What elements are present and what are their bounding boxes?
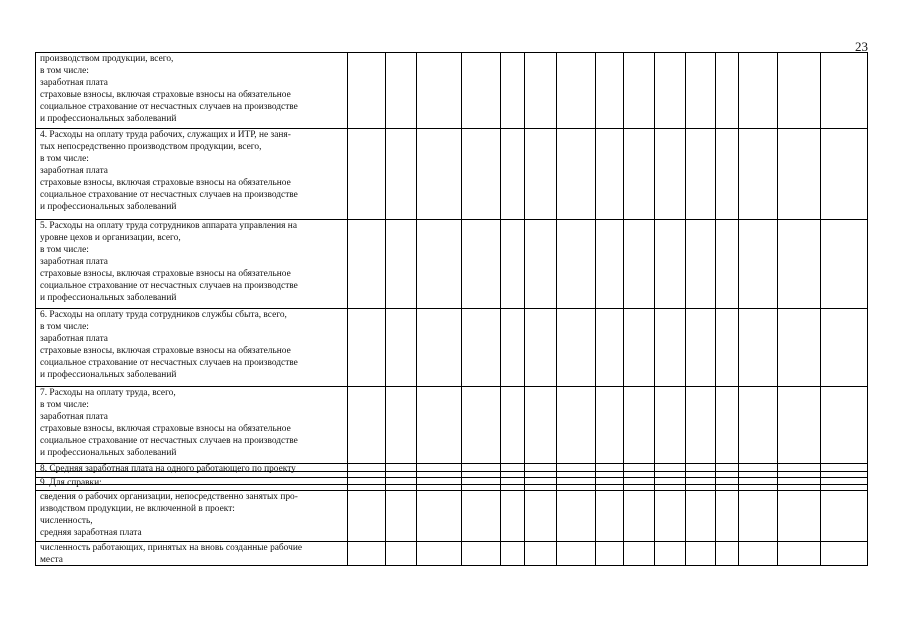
value-cell — [416, 541, 461, 566]
row-description-line: численность работающих, принятых на вновь созданные рабочие — [40, 543, 303, 553]
row-description-line: страховые взносы, включая страховые взносы на обязательное — [40, 90, 291, 101]
value-cell — [595, 52, 623, 128]
value-cell — [500, 219, 524, 308]
row-divider — [35, 463, 868, 464]
row-description-line: и профессиональных заболеваний — [40, 293, 177, 304]
value-cell — [685, 128, 715, 219]
value-cell — [347, 308, 385, 386]
row-description-line: уровне цехов и организации, всего, — [40, 233, 181, 244]
value-cell — [524, 308, 556, 386]
row-description-line: и профессиональных заболеваний — [40, 448, 177, 459]
value-cell — [524, 52, 556, 128]
table-row — [35, 386, 868, 463]
row-divider — [35, 128, 868, 129]
value-cell — [715, 541, 738, 566]
row-description-line: места — [40, 555, 63, 566]
row-description — [40, 309, 345, 381]
row-description-line: 6. Расходы на оплату труда сотрудников службы сбыта, всего, — [40, 310, 287, 320]
value-cell — [654, 463, 685, 477]
value-cell — [623, 219, 654, 308]
table-row — [35, 463, 868, 477]
value-cell — [654, 490, 685, 541]
value-cell — [685, 463, 715, 477]
value-cell — [595, 219, 623, 308]
value-cell — [738, 386, 777, 463]
value-cell — [777, 490, 820, 541]
value-cell — [385, 128, 416, 219]
value-cell — [654, 308, 685, 386]
value-cell — [347, 463, 385, 477]
row-description-line: 8. Средняя заработная плата на одного работающего по проекту — [40, 464, 296, 474]
value-cell — [500, 490, 524, 541]
value-cell — [385, 386, 416, 463]
value-cell — [500, 463, 524, 477]
value-cell — [416, 490, 461, 541]
page-number: 23 — [855, 39, 868, 54]
row-description-line: в том числе: — [40, 245, 89, 256]
table-row — [35, 128, 868, 219]
value-cell — [777, 219, 820, 308]
table-row — [35, 219, 868, 308]
value-cell — [500, 386, 524, 463]
value-cell — [654, 219, 685, 308]
value-cell — [738, 219, 777, 308]
row-description-line: страховые взносы, включая страховые взносы на обязательное — [40, 178, 291, 189]
value-cell — [820, 128, 868, 219]
value-cell — [715, 386, 738, 463]
value-cell — [556, 219, 595, 308]
value-cell — [500, 541, 524, 566]
row-description-line: заработная плата — [40, 334, 108, 345]
row-divider — [35, 484, 868, 485]
value-cell — [820, 490, 868, 541]
row-divider — [35, 490, 868, 491]
value-cell — [623, 386, 654, 463]
row-description-line: 7. Расходы на оплату труда, всего, — [40, 388, 176, 398]
value-cell — [777, 52, 820, 128]
value-cell — [715, 219, 738, 308]
value-cell — [820, 219, 868, 308]
row-description-line: средняя заработная плата — [40, 528, 142, 539]
value-cell — [715, 52, 738, 128]
value-cell — [654, 541, 685, 566]
row-description — [40, 542, 345, 566]
row-description-line: заработная плата — [40, 78, 108, 89]
row-description-line: социальное страхование от несчастных случаев на производстве — [40, 102, 298, 113]
value-cell — [347, 219, 385, 308]
value-cell — [777, 386, 820, 463]
value-cell — [556, 52, 595, 128]
row-description-line: 5. Расходы на оплату труда сотрудников аппарата управления на — [40, 221, 297, 231]
value-cell — [347, 128, 385, 219]
value-cell — [416, 219, 461, 308]
row-divider — [35, 477, 868, 478]
row-description-line: 4. Расходы на оплату труда рабочих, служащих и ИТР, не заня- — [40, 130, 291, 140]
value-cell — [715, 128, 738, 219]
value-cell — [654, 386, 685, 463]
value-cell — [347, 541, 385, 566]
value-cell — [524, 128, 556, 219]
value-cell — [715, 490, 738, 541]
row-description-line: сведения о рабочих организации, непосредственно занятых про- — [40, 492, 298, 502]
value-cell — [777, 541, 820, 566]
value-cell — [685, 386, 715, 463]
value-cell — [347, 386, 385, 463]
value-cell — [556, 308, 595, 386]
value-cell — [738, 128, 777, 219]
row-description — [40, 129, 345, 213]
value-cell — [595, 308, 623, 386]
value-cell — [461, 128, 500, 219]
row-description — [40, 463, 345, 475]
value-cell — [685, 52, 715, 128]
value-cell — [738, 52, 777, 128]
value-cell — [524, 463, 556, 477]
value-cell — [461, 219, 500, 308]
value-cell — [623, 52, 654, 128]
value-cell — [820, 463, 868, 477]
value-cell — [623, 490, 654, 541]
value-cell — [556, 128, 595, 219]
row-description-line: в том числе: — [40, 154, 89, 165]
value-cell — [595, 541, 623, 566]
value-cell — [461, 490, 500, 541]
value-cell — [738, 463, 777, 477]
value-cell — [385, 219, 416, 308]
row-description-line: в том числе: — [40, 322, 89, 333]
row-description-line: производством продукции, всего, — [40, 54, 174, 64]
value-cell — [820, 386, 868, 463]
value-cell — [777, 308, 820, 386]
row-description-line: страховые взносы, включая страховые взносы на обязательное — [40, 424, 291, 435]
row-description-line: заработная плата — [40, 257, 108, 268]
value-cell — [416, 52, 461, 128]
value-cell — [623, 463, 654, 477]
value-cell — [623, 308, 654, 386]
value-cell — [685, 308, 715, 386]
row-description-line: социальное страхование от несчастных случаев на производстве — [40, 281, 298, 292]
value-cell — [820, 52, 868, 128]
value-cell — [595, 463, 623, 477]
row-description-line: 9. Для справки: — [40, 478, 102, 488]
value-cell — [500, 52, 524, 128]
row-description-line: численность, — [40, 516, 93, 527]
row-description — [40, 53, 345, 125]
value-cell — [461, 386, 500, 463]
value-cell — [385, 52, 416, 128]
value-cell — [524, 490, 556, 541]
value-cell — [595, 490, 623, 541]
row-description-line: изводством продукции, не включенной в проект: — [40, 504, 235, 515]
row-description-line: социальное страхование от несчастных случаев на производстве — [40, 436, 298, 447]
value-cell — [385, 463, 416, 477]
value-cell — [820, 541, 868, 566]
row-divider — [35, 471, 868, 472]
value-cell — [654, 52, 685, 128]
value-cell — [385, 541, 416, 566]
row-divider — [35, 541, 868, 542]
value-cell — [738, 541, 777, 566]
value-cell — [595, 128, 623, 219]
value-cell — [556, 386, 595, 463]
value-cell — [524, 541, 556, 566]
value-cell — [385, 308, 416, 386]
row-description-line: страховые взносы, включая страховые взносы на обязательное — [40, 269, 291, 280]
value-cell — [416, 128, 461, 219]
row-description-line: в том числе: — [40, 400, 89, 411]
row-description-line: и профессиональных заболеваний — [40, 370, 177, 381]
value-cell — [738, 308, 777, 386]
value-cell — [685, 490, 715, 541]
row-divider — [35, 386, 868, 387]
row-description-line: заработная плата — [40, 166, 108, 177]
value-cell — [461, 541, 500, 566]
row-description-line: социальное страхование от несчастных случаев на производстве — [40, 358, 298, 369]
value-cell — [623, 128, 654, 219]
value-cell — [556, 490, 595, 541]
value-cell — [556, 463, 595, 477]
value-cell — [385, 490, 416, 541]
row-divider — [35, 219, 868, 220]
row-description-line: заработная плата — [40, 412, 108, 423]
row-description — [40, 491, 345, 539]
value-cell — [461, 463, 500, 477]
row-description-line: в том числе: — [40, 66, 89, 77]
value-cell — [715, 463, 738, 477]
value-cell — [623, 541, 654, 566]
value-cell — [654, 128, 685, 219]
value-cell — [347, 490, 385, 541]
table-row — [35, 308, 868, 386]
row-description-line: социальное страхование от несчастных случаев на производстве — [40, 190, 298, 201]
value-cell — [777, 463, 820, 477]
table-row — [35, 541, 868, 566]
value-cell — [524, 219, 556, 308]
table-row — [35, 490, 868, 541]
row-description-line: и профессиональных заболеваний — [40, 202, 177, 213]
table-row — [35, 52, 868, 128]
value-cell — [347, 52, 385, 128]
value-cell — [416, 463, 461, 477]
value-cell — [416, 308, 461, 386]
value-cell — [777, 128, 820, 219]
value-cell — [556, 541, 595, 566]
value-cell — [685, 219, 715, 308]
row-description-line: страховые взносы, включая страховые взносы на обязательное — [40, 346, 291, 357]
value-cell — [461, 52, 500, 128]
row-description — [40, 477, 345, 489]
value-cell — [685, 541, 715, 566]
value-cell — [500, 308, 524, 386]
value-cell — [738, 490, 777, 541]
row-divider — [35, 308, 868, 309]
row-description-line: тых непосредственно производством продукции, всего, — [40, 142, 262, 153]
value-cell — [500, 128, 524, 219]
value-cell — [416, 386, 461, 463]
row-description — [40, 220, 345, 304]
row-description-line: и профессиональных заболеваний — [40, 114, 177, 125]
value-cell — [524, 386, 556, 463]
value-cell — [820, 308, 868, 386]
value-cell — [595, 386, 623, 463]
row-description — [40, 387, 345, 459]
value-cell — [715, 308, 738, 386]
value-cell — [461, 308, 500, 386]
